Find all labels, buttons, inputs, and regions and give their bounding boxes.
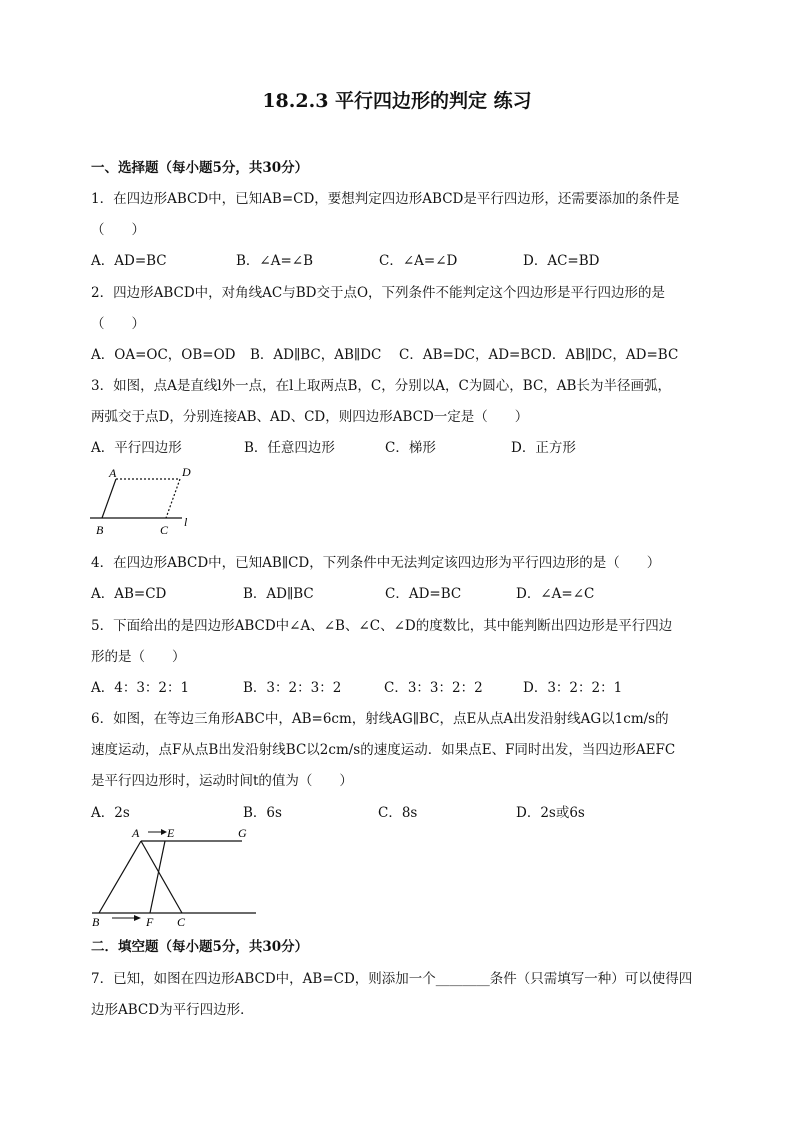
page-title: 18.2.3 平行四边形的判定 练习 — [262, 90, 532, 112]
q1-option-d: D．AC=BD — [523, 253, 600, 269]
q3-option-a: A．平行四边形 — [91, 440, 182, 456]
segment-ab — [99, 841, 141, 913]
label-g: G — [238, 826, 247, 840]
q6-option-c: C．8s — [378, 805, 418, 821]
q5-option-d: D．3：2：2：1 — [523, 680, 623, 696]
label-a: A — [132, 826, 140, 840]
segment-cd — [166, 479, 180, 518]
label-c: C — [177, 915, 186, 929]
q4-option-a: A．AB=CD — [91, 586, 167, 602]
question-7-text-2: 边形ABCD为平行四边形． — [91, 1002, 254, 1018]
section-heading-choice: 一、选择题（每小题5分，共30分） — [91, 160, 309, 176]
question-2-text: 2．四边形ABCD中，对角线AC与BD交于点O，下列条件不能判定这个四边形是平行四边形的是 — [91, 285, 666, 301]
q2-option-b: B．AD∥BC，AB∥DC — [250, 347, 382, 363]
question-4-text: 4．在四边形ABCD中，已知AB∥CD，下列条件中无法判定该四边形为平行四边形的是（ ） — [91, 555, 661, 571]
q4-option-c: C．AD=BC — [385, 586, 462, 602]
arrow-f-head — [134, 915, 141, 921]
q3-figure — [88, 463, 208, 543]
question-1-paren: （ ） — [91, 222, 145, 238]
label-l: l — [184, 515, 188, 529]
q2-option-c: C．AB=DC，AD=BC — [399, 347, 541, 363]
segment-ab — [102, 479, 116, 518]
label-e: E — [167, 826, 175, 840]
label-c: C — [160, 523, 169, 537]
q6-option-d: D．2s或6s — [516, 805, 585, 821]
q5-option-a: A．4：3：2：1 — [91, 680, 190, 696]
q6-figure — [88, 823, 268, 933]
label-f: F — [146, 915, 154, 929]
q2-option-d: D．AB∥DC，AD=BC — [541, 347, 679, 363]
q3-option-c: C．梯形 — [385, 440, 436, 456]
label-b: B — [92, 915, 100, 929]
q3-option-d: D．正方形 — [511, 440, 576, 456]
question-3-text-2: 两弧交于点D，分别连接AB、AD、CD，则四边形ABCD一定是（ ） — [91, 409, 529, 425]
q2-option-a: A．OA=OC，OB=OD — [91, 347, 236, 363]
question-5-text: 5．下面给出的是四边形ABCD中∠A、∠B、∠C、∠D的度数比，其中能判断出四边形是平行四边 — [91, 618, 673, 634]
q4-option-d: D．∠A=∠C — [516, 586, 595, 602]
q5-option-c: C．3：3：2：2 — [384, 680, 483, 696]
q1-option-c: C．∠A=∠D — [379, 253, 458, 269]
q6-option-a: A．2s — [91, 805, 130, 821]
question-5-text-2: 形的是（ ） — [91, 649, 186, 665]
q5-option-b: B．3：2：3：2 — [243, 680, 342, 696]
question-6-text: 6．如图，在等边三角形ABC中，AB=6cm，射线AG∥BC，点E从点A出发沿射线AG以1cm/s的 — [91, 711, 669, 727]
label-b: B — [96, 523, 104, 537]
segment-ef — [150, 841, 165, 913]
q3-option-b: B．任意四边形 — [244, 440, 335, 456]
section-heading-fill: 二．填空题（每小题5分，共30分） — [91, 939, 309, 955]
q1-option-b: B．∠A=∠B — [236, 253, 314, 269]
question-6-text-3: 是平行四边形时，运动时间t的值为（ ） — [91, 773, 353, 789]
label-a: A — [109, 466, 117, 480]
label-d: D — [182, 465, 191, 479]
question-6-text-2: 速度运动，点F从点B出发沿射线BC以2cm/s的速度运动．如果点E、F同时出发，当四边形AEFC — [91, 742, 676, 758]
q1-option-a: A．AD=BC — [91, 253, 167, 269]
q6-option-b: B．6s — [243, 805, 282, 821]
question-3-text: 3．如图，点A是直线l外一点，在l上取两点B，C，分别以A，C为圆心，BC，AB长为半径画弧， — [91, 378, 671, 394]
question-7-text: 7．已知，如图在四边形ABCD中，AB=CD，则添加一个________条件（只需填写一种）可以使得四 — [91, 971, 693, 987]
question-1-text: 1．在四边形ABCD中，已知AB=CD，要想判定四边形ABCD是平行四边形，还需要添加的条件是 — [91, 191, 680, 207]
segment-ac — [141, 841, 182, 913]
question-2-paren: （ ） — [91, 316, 145, 332]
q4-option-b: B．AD∥BC — [243, 586, 314, 602]
